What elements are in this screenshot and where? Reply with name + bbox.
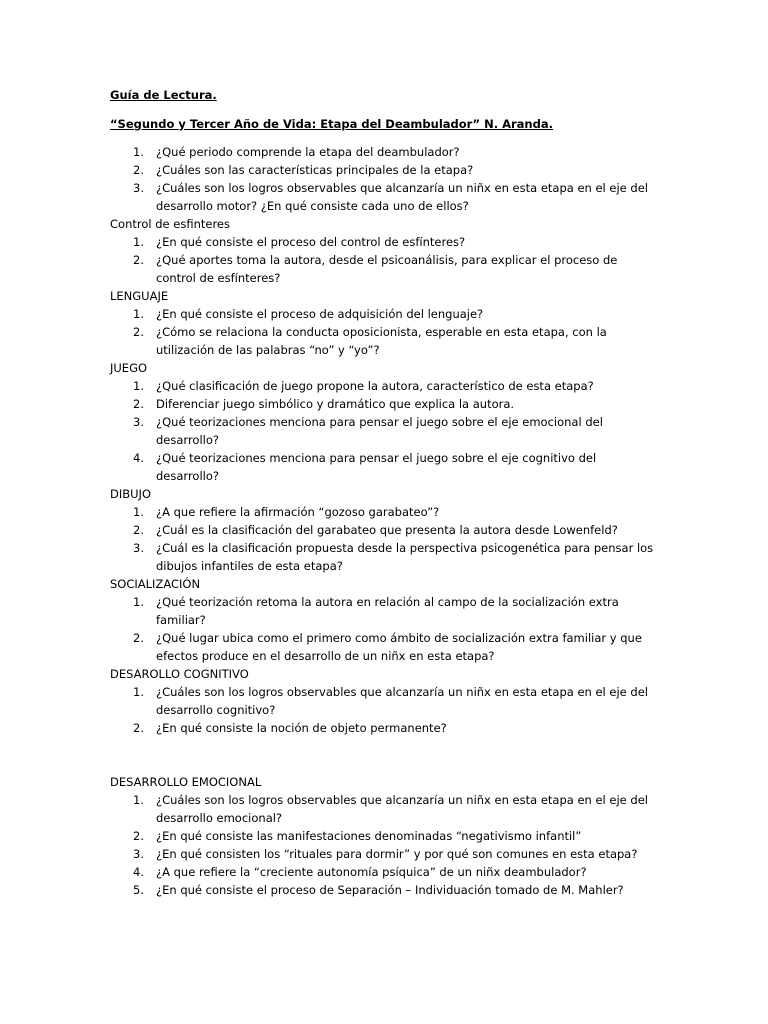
question-section: [110, 665, 768, 737]
question-text: ¿Cuáles son los logros observables que alcanzaría un niñx en esta etapa en el eje del desarrollo emocional?: [156, 793, 648, 825]
section-label: DESARROLLO EMOCIONAL: [110, 775, 262, 789]
question-text: ¿Qué teorizaciones menciona para pensar el juego sobre el eje cognitivo del desarrollo?: [156, 451, 597, 483]
question-number: 3.: [133, 181, 144, 195]
question-number: 1.: [133, 145, 144, 159]
question-item: [110, 629, 656, 665]
document-title: Guía de Lectura.: [110, 88, 217, 102]
question-item: [110, 449, 656, 485]
question-list: [110, 233, 768, 287]
question-number: 2.: [133, 721, 144, 735]
question-item: [110, 395, 656, 413]
section-label: LENGUAJE: [110, 289, 169, 303]
question-text: ¿Qué aportes toma la autora, desde el psicoanálisis, para explicar el proceso de control de esfínteres?: [156, 253, 618, 285]
question-number: 2.: [133, 829, 144, 843]
document-subtitle: “Segundo y Tercer Año de Vida: Etapa del Deambulador” N. Aranda.: [110, 117, 553, 131]
question-number: 2.: [133, 523, 144, 537]
question-text: ¿Cuáles son las características principales de la etapa?: [156, 163, 474, 177]
question-item: [110, 503, 656, 521]
question-text: ¿A que refiere la “creciente autonomía psíquica” de un niñx deambulador?: [156, 865, 587, 879]
question-text: ¿Qué teorización retoma la autora en relación al campo de la socialización extra familiar?: [156, 595, 619, 627]
question-item: [110, 845, 656, 863]
question-list: [110, 503, 768, 575]
question-item: [110, 377, 656, 395]
question-number: 5.: [133, 883, 144, 897]
question-sections: [110, 143, 768, 899]
section-label: JUEGO: [110, 361, 148, 375]
question-number: 1.: [133, 595, 144, 609]
question-list: [110, 143, 768, 215]
question-number: 2.: [133, 253, 144, 267]
question-item: [110, 143, 656, 161]
question-text: ¿Qué teorizaciones menciona para pensar el juego sobre el eje emocional del desarrollo?: [156, 415, 603, 447]
question-item: [110, 323, 656, 359]
question-item: [110, 251, 656, 287]
question-text: ¿En qué consiste la noción de objeto permanente?: [156, 721, 447, 735]
question-text: ¿En qué consiste el proceso de Separación – Individuación tomado de M. Mahler?: [156, 883, 624, 897]
question-section: [110, 215, 768, 287]
section-label: Control de esfinteres: [110, 217, 230, 231]
question-text: ¿En qué consiste el proceso del control de esfínteres?: [156, 235, 466, 249]
question-number: 1.: [133, 235, 144, 249]
question-item: [110, 719, 656, 737]
question-item: [110, 521, 656, 539]
question-number: 1.: [133, 307, 144, 321]
question-number: 4.: [133, 865, 144, 879]
question-number: 1.: [133, 379, 144, 393]
question-text: ¿A que refiere la afirmación “gozoso garabateo”?: [156, 505, 440, 519]
question-item: [110, 827, 656, 845]
question-text: ¿Cuál es la clasificación del garabateo que presenta la autora desde Lowenfeld?: [156, 523, 618, 537]
question-text: ¿Qué periodo comprende la etapa del deambulador?: [156, 145, 460, 159]
question-item: [110, 305, 656, 323]
question-number: 2.: [133, 325, 144, 339]
question-number: 3.: [133, 541, 144, 555]
question-item: [110, 593, 656, 629]
question-section: [110, 287, 768, 359]
question-text: ¿En qué consisten los “rituales para dormir” y por qué son comunes en esta etapa?: [156, 847, 638, 861]
question-text: ¿Qué clasificación de juego propone la autora, característico de esta etapa?: [156, 379, 594, 393]
section-spacer: [110, 737, 768, 773]
question-section: [110, 143, 768, 215]
question-number: 2.: [133, 631, 144, 645]
question-number: 3.: [133, 847, 144, 861]
question-section: [110, 773, 768, 899]
section-label: DIBUJO: [110, 487, 151, 501]
question-section: [110, 485, 768, 575]
question-number: 1.: [133, 685, 144, 699]
section-label: DESAROLLO COGNITIVO: [110, 667, 249, 681]
question-list: [110, 377, 768, 485]
question-item: [110, 863, 656, 881]
question-item: [110, 539, 656, 575]
question-number: 3.: [133, 415, 144, 429]
question-number: 2.: [133, 163, 144, 177]
question-text: ¿Qué lugar ubica como el primero como ámbito de socialización extra familiar y que efectos produce en el desarrollo de un niñx en esta etapa?: [156, 631, 642, 663]
question-item: [110, 161, 656, 179]
question-item: [110, 881, 656, 899]
question-text: ¿En qué consiste las manifestaciones denominadas “negativismo infantil”: [156, 829, 582, 843]
question-list: [110, 305, 768, 359]
question-item: [110, 413, 656, 449]
question-item: [110, 233, 656, 251]
question-list: [110, 791, 768, 899]
question-number: 4.: [133, 451, 144, 465]
question-number: 1.: [133, 793, 144, 807]
question-section: [110, 359, 768, 485]
question-text: ¿Cómo se relaciona la conducta oposicionista, esperable en esta etapa, con la utilización de las palabras “no” y “yo”?: [156, 325, 607, 357]
question-text: ¿Cuáles son los logros observables que alcanzaría un niñx en esta etapa en el eje del desarrollo motor? ¿En qué consiste cada uno de ellos?: [156, 181, 648, 213]
question-list: [110, 683, 768, 737]
question-text: ¿Cuál es la clasificación propuesta desde la perspectiva psicogenética para pensar los dibujos infantiles de esta etapa?: [156, 541, 654, 573]
question-item: [110, 179, 656, 215]
question-number: 1.: [133, 505, 144, 519]
question-section: [110, 575, 768, 665]
question-item: [110, 683, 656, 719]
question-text: ¿En qué consiste el proceso de adquisición del lenguaje?: [156, 307, 484, 321]
question-list: [110, 593, 768, 665]
question-item: [110, 791, 656, 827]
question-number: 2.: [133, 397, 144, 411]
question-text: Diferenciar juego simbólico y dramático que explica la autora.: [156, 397, 515, 411]
question-text: ¿Cuáles son los logros observables que alcanzaría un niñx en esta etapa en el eje del desarrollo cognitivo?: [156, 685, 648, 717]
section-label: SOCIALIZACIÓN: [110, 577, 201, 591]
